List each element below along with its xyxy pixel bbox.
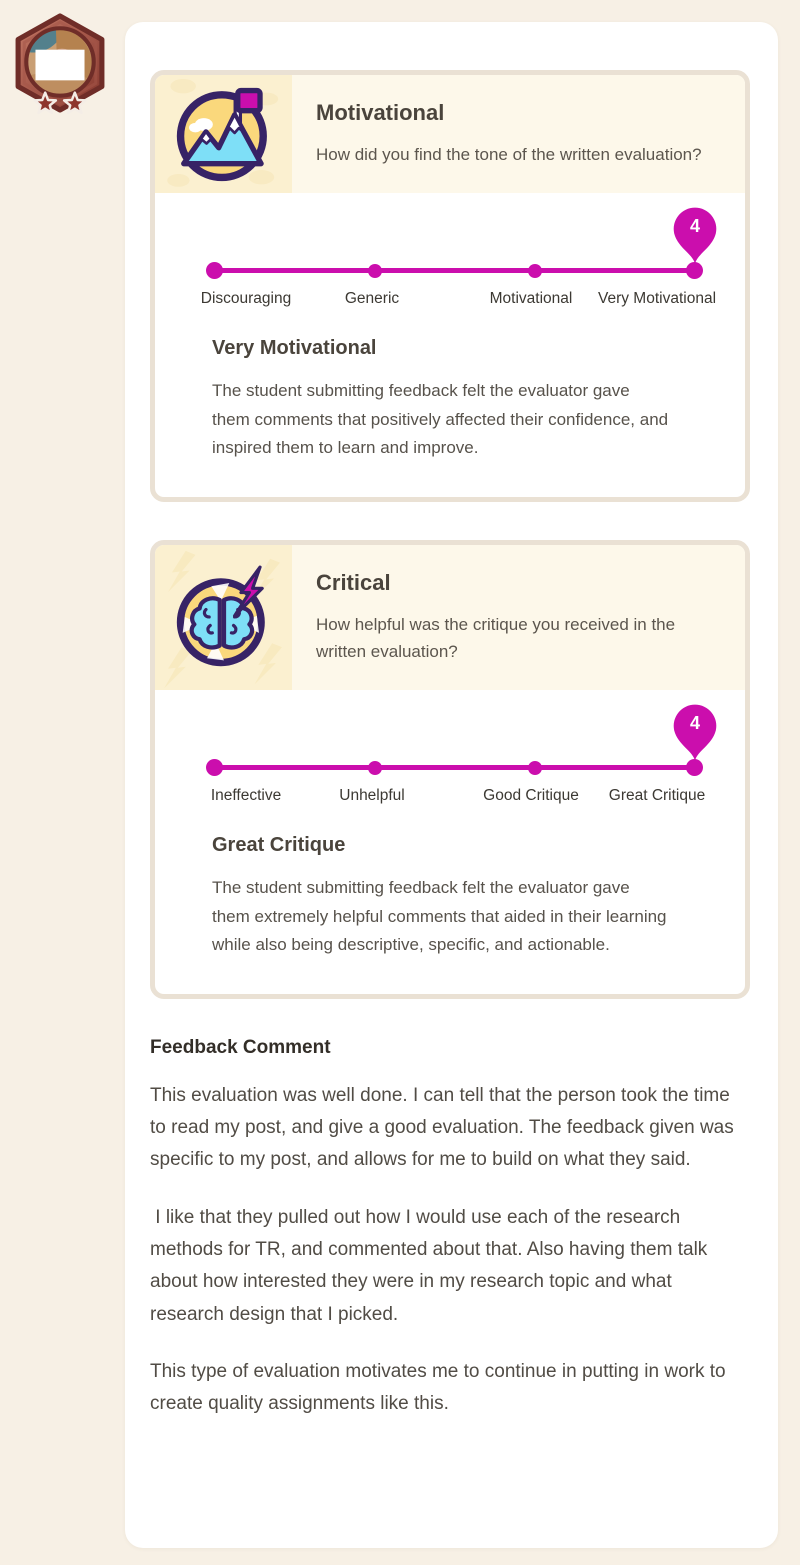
rating-slider[interactable] (155, 193, 745, 323)
rating-result (155, 820, 745, 994)
slider-value: 4 (689, 216, 700, 237)
rating-question: How did you find the tone of the written evaluation? (316, 145, 702, 164)
mountain-flag-icon (171, 81, 277, 187)
feedback-paragraph: I like that they pulled out how I would use each of the research methods for TR, and commented about that. Also having them talk about how interested they were in my research topic and what research design that I picked. (150, 1206, 713, 1325)
scale-label-2: Generic (344, 290, 400, 308)
rating-slider[interactable] (155, 690, 745, 820)
rating-question-cell (292, 545, 745, 690)
rating-title: Critical (316, 569, 391, 595)
rating-question-cell (292, 75, 745, 193)
rating-card-motivational (150, 70, 750, 502)
slider-stop-1[interactable] (206, 262, 223, 279)
feedback-comment-heading: Feedback Comment (150, 1036, 331, 1058)
rating-header (155, 545, 745, 690)
critical-icon-cell (155, 545, 292, 690)
slider-track[interactable] (209, 765, 701, 770)
slider-stop-2[interactable] (368, 264, 382, 278)
rating-title: Motivational (316, 100, 445, 125)
feedback-comment-section (150, 1037, 750, 1421)
slider-stop-1[interactable] (206, 759, 223, 776)
bronze-hexagon-badge-icon (13, 12, 107, 116)
scale-label-4: Great Critique (608, 787, 706, 805)
slider-stop-3[interactable] (528, 761, 542, 775)
feedback-review-card (125, 22, 778, 1548)
slider-stop-4[interactable] (686, 262, 703, 279)
slider-stop-4[interactable] (686, 759, 703, 776)
rating-result (155, 323, 745, 497)
slider-value-pin[interactable] (672, 204, 718, 266)
rating-header (155, 75, 745, 193)
feedback-paragraph: This type of evaluation motivates me to continue in putting in work to create quality assignments like this. (150, 1360, 731, 1415)
slider-stop-3[interactable] (528, 264, 542, 278)
motivational-icon-cell (155, 75, 292, 193)
result-description: The student submitting feedback felt the evaluator gave them extremely helpful comments that aided in their learning while also being descriptive, specific, and actionable. (212, 878, 667, 955)
feedback-paragraph: This evaluation was well done. I can tell that the person took the time to read my post, and give a good evaluation. The feedback given was specific to my post, and allows for me to build on what they said. (150, 1084, 740, 1171)
slider-stop-2[interactable] (368, 761, 382, 775)
slider-value-pin[interactable] (672, 701, 718, 763)
scale-label-2: Unhelpful (339, 787, 405, 805)
scale-label-4: Very Motivational (597, 290, 717, 308)
result-title: Great Critique (212, 834, 346, 857)
scale-label-3: Good Critique (483, 787, 579, 805)
slider-track[interactable] (209, 268, 701, 273)
result-title: Very Motivational (212, 337, 377, 360)
result-description: The student submitting feedback felt the evaluator gave them comments that positively affected their confidence, and inspired them to learn and improve. (212, 381, 669, 458)
scale-label-3: Motivational (489, 290, 573, 308)
rating-question: How helpful was the critique you received in the written evaluation? (316, 614, 676, 662)
slider-value: 4 (689, 713, 700, 734)
rating-card-critical (150, 540, 750, 999)
scale-label-1: Discouraging (200, 290, 292, 308)
user-avatar-badge[interactable] (13, 12, 107, 116)
avatar-privacy-box (35, 50, 84, 81)
scale-label-1: Ineffective (210, 787, 282, 805)
brain-lightning-icon (171, 565, 277, 671)
